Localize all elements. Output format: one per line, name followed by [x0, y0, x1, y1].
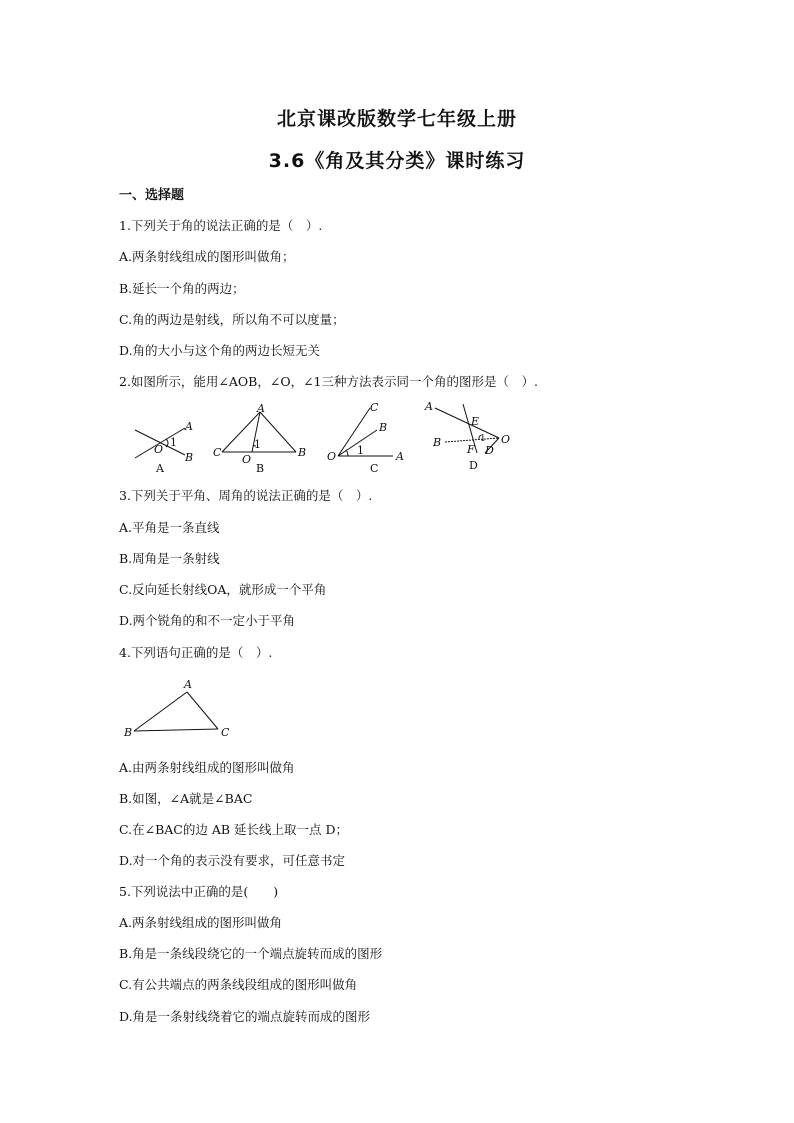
q4-option-d: D.对一个角的表示没有要求，可任意书定 [119, 853, 346, 868]
q4-label-a: A [184, 678, 192, 691]
fig-a-label-1: 1 [170, 436, 177, 449]
fig-d-label-b: B [433, 436, 442, 449]
q4-option-c: C.在∠BAC的边 AB 延长线上取一点 D； [119, 822, 348, 837]
q2-figure-b [212, 400, 312, 475]
q4-figure [120, 676, 240, 742]
fig-d-label-o: O [501, 433, 511, 446]
q3-option-a: A.平角是一条直线 [119, 520, 220, 535]
document-title: 北京课改版数学七年级上册 [276, 108, 517, 130]
q2-figure-c [325, 400, 415, 475]
q3-option-c: C.反向延长射线OA，就形成一个平角 [119, 582, 327, 597]
fig-b-label-1: 1 [254, 438, 261, 451]
figure-d-diagram [425, 398, 520, 473]
fig-c-label-c: C [370, 401, 379, 414]
fig-d-label-1: 1 [480, 434, 486, 444]
q1-option-c: C.角的两边是射线，所以角不可以度量； [119, 312, 345, 327]
q5-option-b: B.角是一条线段绕它的一个端点旋转而成的图形 [119, 946, 383, 961]
fig-c-label-a: A [396, 450, 404, 463]
q1-option-b: B.延长一个角的两边； [119, 281, 245, 296]
fig-d-label-a: A [425, 400, 433, 413]
q2-figure-d [425, 398, 520, 473]
q5-option-a: A.两条射线组成的图形叫做角 [119, 915, 283, 930]
q2-figure-a [130, 400, 200, 475]
fig-b-label-a: A [257, 402, 265, 415]
fig-c-label-b: B [379, 421, 388, 434]
fig-a-label-b: B [185, 451, 194, 464]
q1-stem: 1.下列关于角的说法正确的是（ ）. [119, 218, 323, 233]
fig-b-label-o: O [242, 453, 252, 466]
q5-option-c: C.有公共端点的两条线段组成的图形叫做角 [119, 977, 358, 992]
q4-label-b: B [124, 726, 133, 739]
q4-stem: 4.下列语句正确的是（ ）. [119, 645, 273, 660]
fig-d-label-f: F [467, 443, 475, 456]
fig-c-label-o: O [327, 450, 337, 463]
q4-option-a: A.由两条射线组成的图形叫做角 [119, 760, 295, 775]
figure-c-diagram [325, 400, 415, 475]
document-subtitle: 3.6《角及其分类》课时练习 [268, 150, 526, 172]
fig-b-label-c: C [213, 446, 222, 459]
q4-option-b: B.如图，∠A就是∠BAC [119, 791, 253, 806]
fig-d-label-d: D [485, 444, 494, 457]
q5-stem: 5.下列说法中正确的是( ) [119, 884, 279, 899]
fig-d-caption: D [469, 459, 478, 472]
triangle-abc-diagram [120, 676, 240, 742]
q1-option-a: A.两条射线组成的图形叫做角； [119, 249, 295, 264]
fig-c-label-1: 1 [357, 444, 364, 457]
q5-option-d: D.角是一条射线绕着它的端点旋转而成的图形 [119, 1009, 371, 1024]
q2-stem: 2.如图所示，能用∠AOB，∠O，∠1三种方法表示同一个角的图形是（ ）. [119, 374, 538, 389]
figure-b-diagram [212, 400, 312, 475]
fig-a-label-a: A [185, 420, 193, 433]
q3-option-d: D.两个锐角的和不一定小于平角 [119, 613, 296, 628]
fig-a-caption: A [156, 462, 164, 475]
fig-d-label-e: E [471, 415, 480, 428]
q3-option-b: B.周角是一条射线 [119, 551, 220, 566]
fig-b-label-b: B [298, 446, 307, 459]
q3-stem: 3.下列关于平角、周角的说法正确的是（ ）. [119, 488, 373, 503]
q1-option-d: D.角的大小与这个角的两边长短无关 [119, 343, 321, 358]
fig-a-label-o: O [154, 443, 164, 456]
figure-a-diagram [130, 400, 200, 475]
q4-label-c: C [221, 726, 230, 739]
fig-c-caption: C [370, 462, 379, 475]
section-heading: 一、选择题 [119, 188, 185, 203]
fig-b-caption: B [256, 462, 265, 475]
